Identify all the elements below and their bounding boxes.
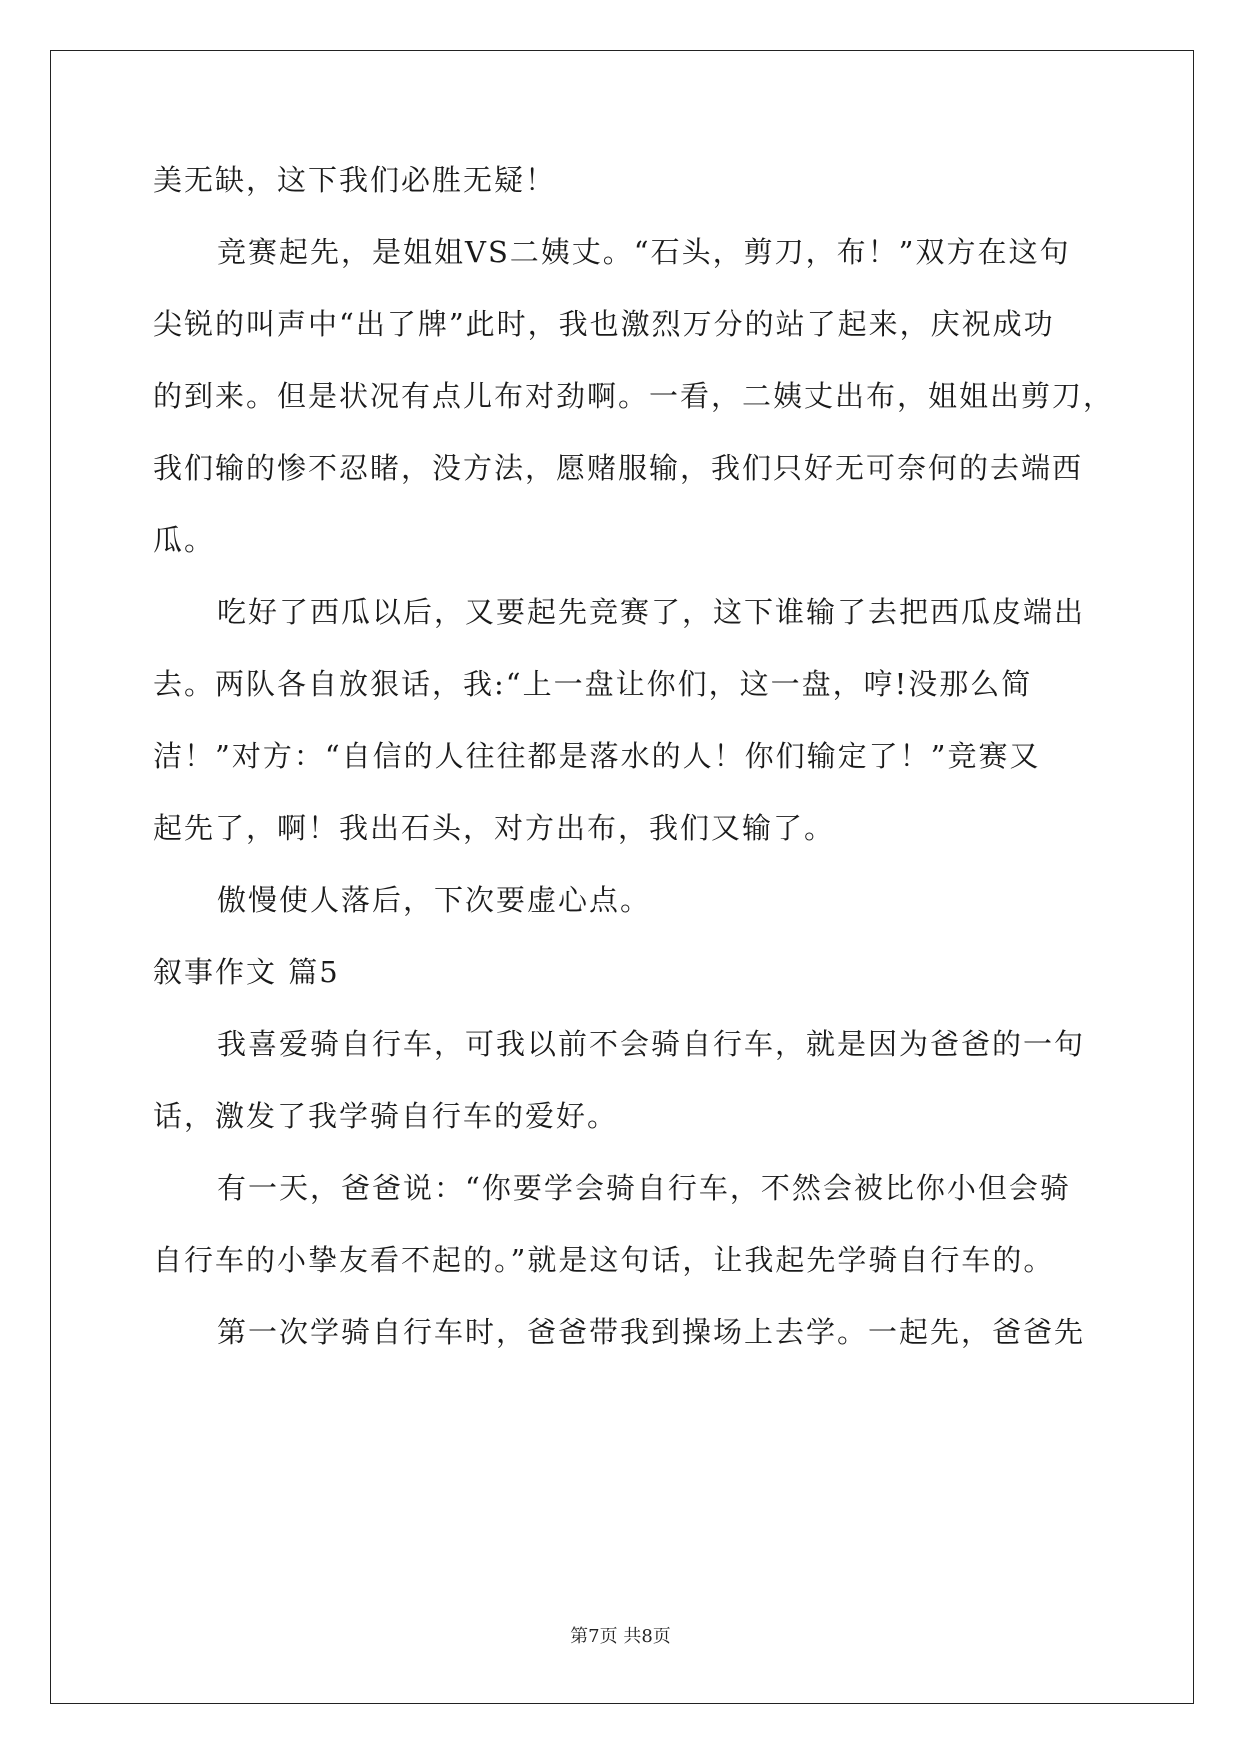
paragraph-line: 有一天，爸爸说：“你要学会骑自行车，不然会被比你小但会骑 (217, 1171, 1071, 1205)
paragraph-line: 吃好了西瓜以后，又要起先竞赛了，这下谁输了去把西瓜皮端出 (217, 595, 1086, 629)
page-number-footer: 第7页 共8页 (570, 1626, 671, 1647)
section-heading: 叙事作文 篇5 (153, 955, 340, 989)
paragraph-line: 尖锐的叫声中“出了牌”此时，我也激烈万分的站了起来，庆祝成功 (153, 307, 1055, 341)
paragraph-line: 傲慢使人落后，下次要虚心点。 (217, 883, 652, 917)
paragraph-line: 起先了，啊！我出石头，对方出布，我们又输了。 (153, 811, 836, 845)
paragraph-line: 我喜爱骑自行车，可我以前不会骑自行车，就是因为爸爸的一句 (217, 1027, 1086, 1061)
paragraph-line: 洁！”对方：“自信的人往往都是落水的人！你们输定了！”竞赛又 (153, 739, 1041, 773)
paragraph-line: 自行车的小挚友看不起的。”就是这句话，让我起先学骑自行车的。 (153, 1243, 1055, 1277)
paragraph-line: 瓜。 (153, 523, 216, 557)
paragraph-line: 的到来。但是状况有点儿布对劲啊。一看，二姨丈出布，姐姐出剪刀， (153, 379, 1115, 413)
paragraph-line: 第一次学骑自行车时，爸爸带我到操场上去学。一起先，爸爸先 (217, 1315, 1086, 1349)
paragraph-line: 去。两队各自放狠话，我:“上一盘让你们，这一盘，哼!没那么简 (153, 667, 1033, 701)
page-border (50, 50, 1194, 1704)
paragraph-line: 我们输的惨不忍睹，没方法，愿赌服输，我们只好无可奈何的去端西 (153, 451, 1084, 485)
paragraph-line: 美无缺，这下我们必胜无疑！ (153, 163, 557, 197)
paragraph-line: 话，激发了我学骑自行车的爱好。 (153, 1099, 619, 1133)
paragraph-line: 竞赛起先，是姐姐VS二姨丈。“石头，剪刀，布！”双方在这句 (217, 235, 1071, 269)
